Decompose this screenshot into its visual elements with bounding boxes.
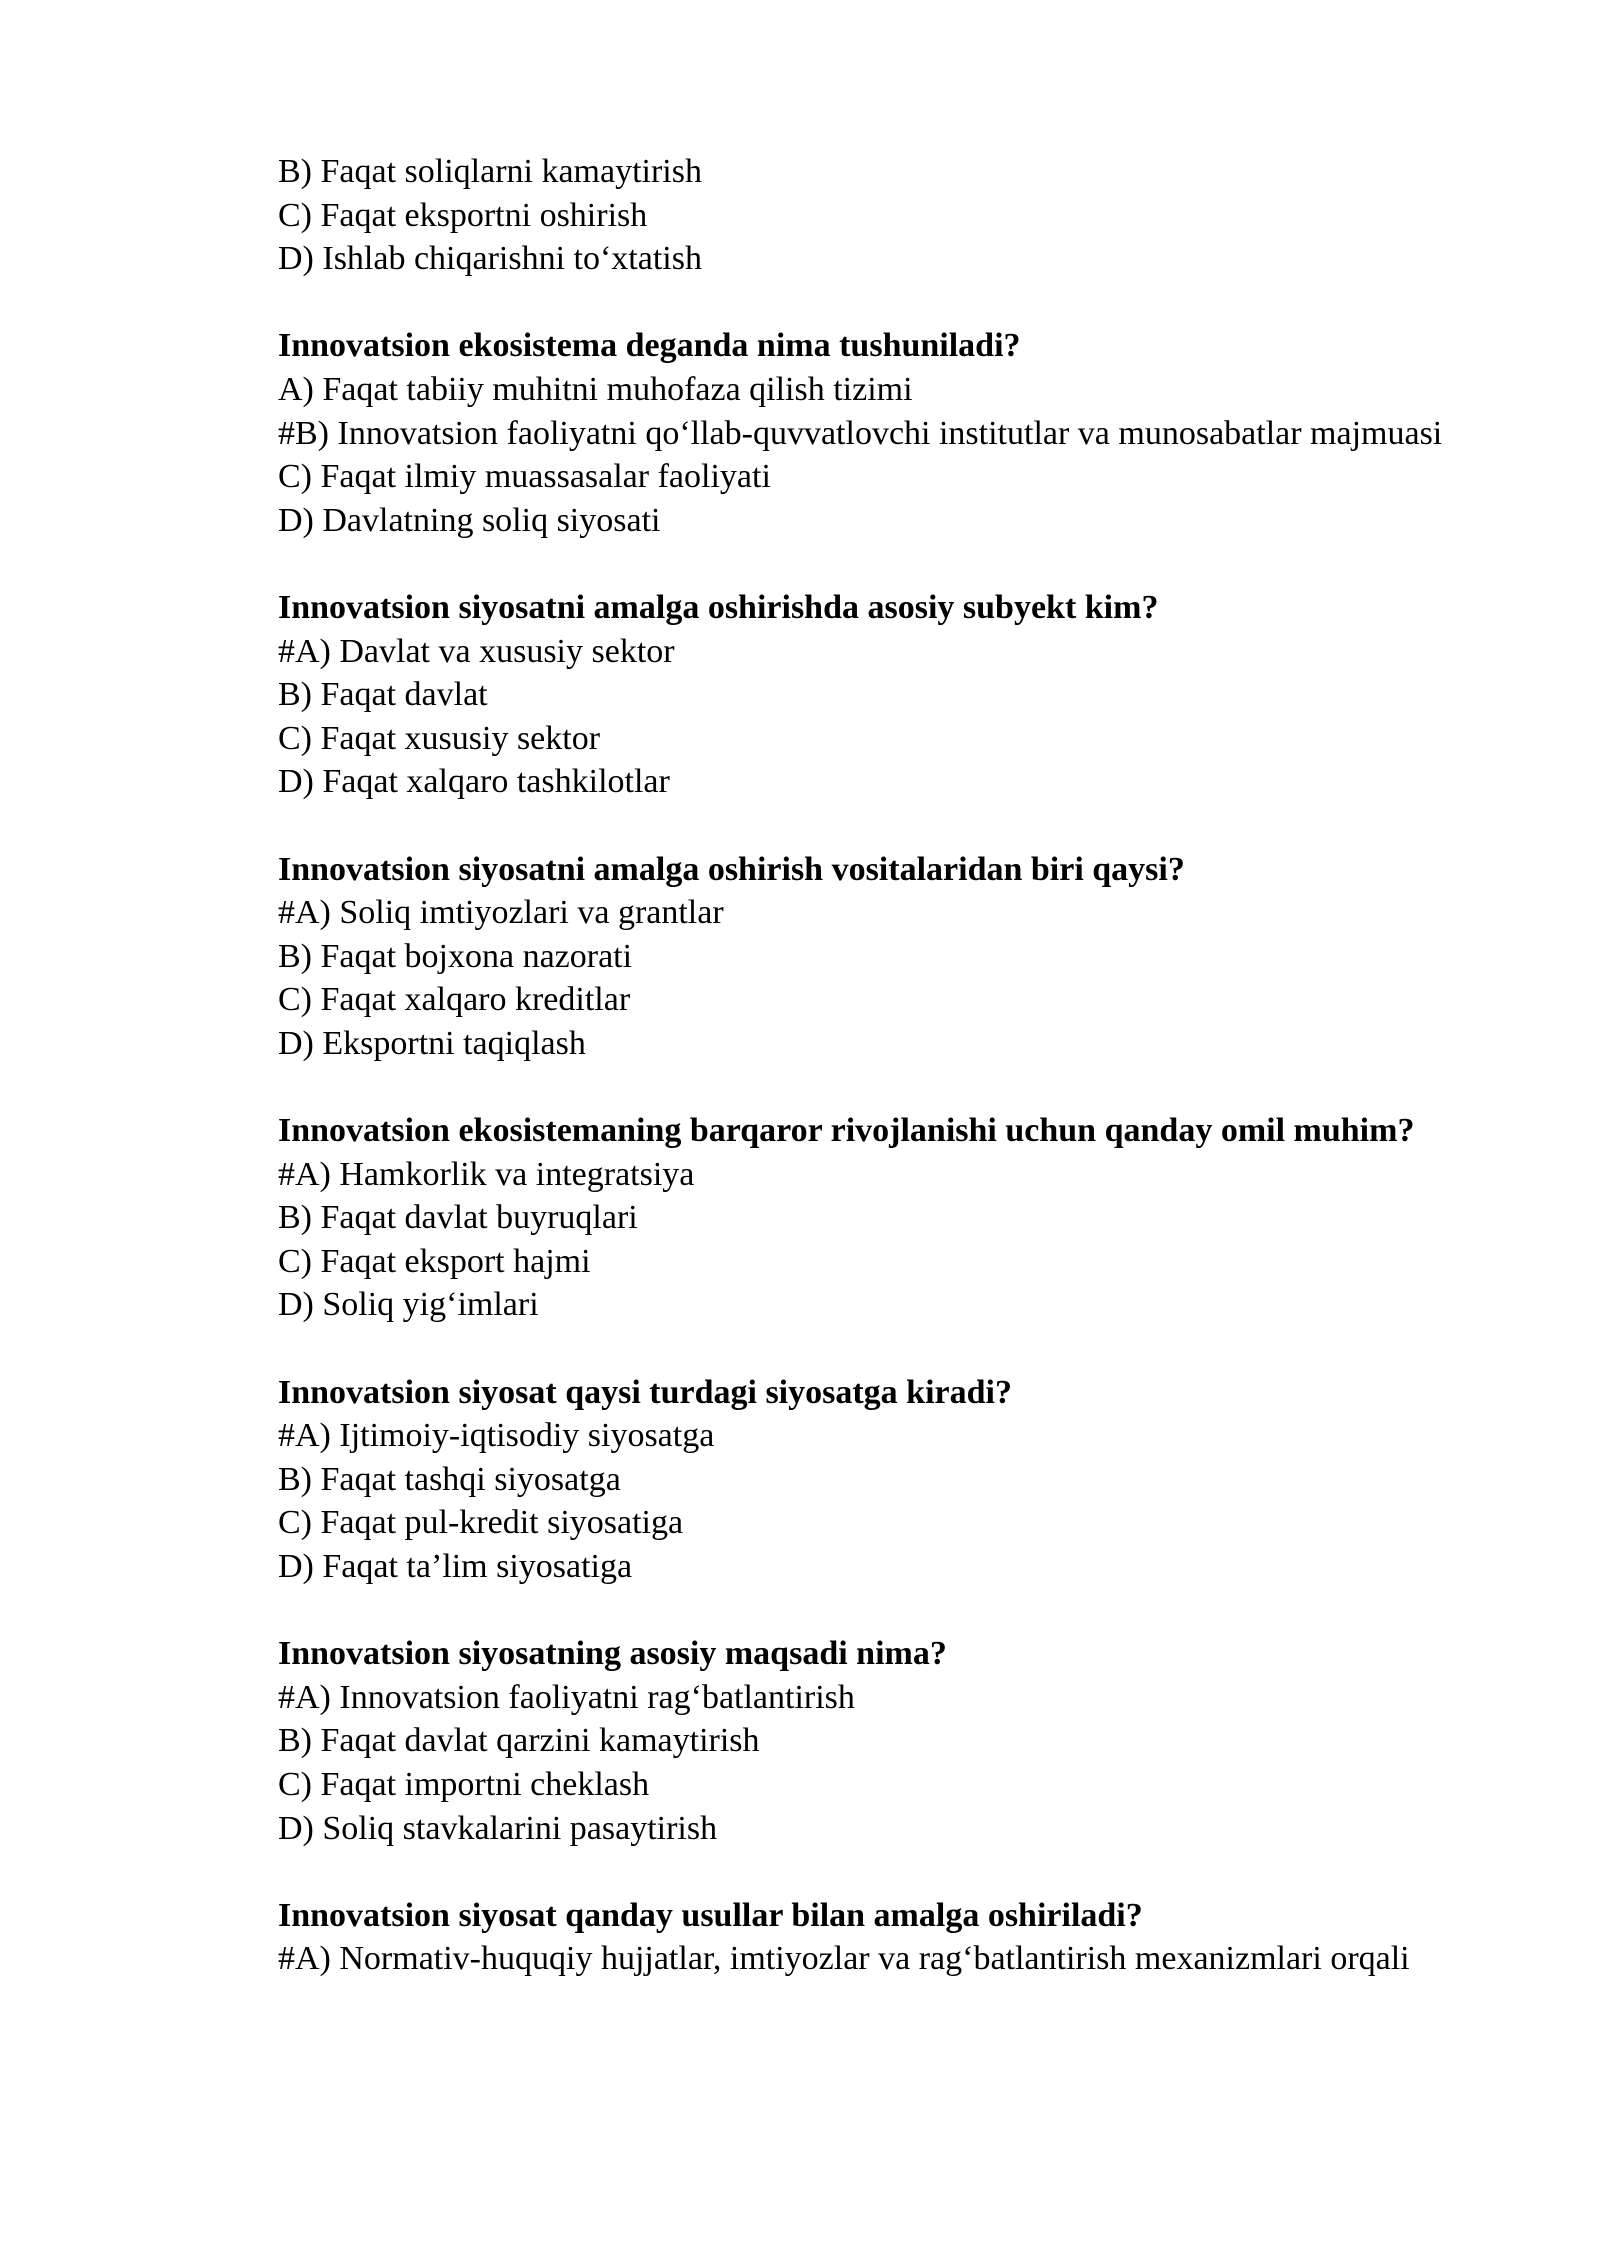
option-line: #A) Ijtimoiy-iqtisodiy siyosatga	[278, 1417, 715, 1455]
option-line: #A) Innovatsion faoliyatni rag‘batlantirish	[278, 1678, 855, 1716]
option-line: #A) Normativ-huquqiy hujjatlar, imtiyozlar va rag‘batlantirish mexanizmlari orqali	[278, 1940, 1410, 1978]
question-text: Innovatsion ekosistema deganda nima tushuniladi?	[278, 327, 1021, 365]
question-text: Innovatsion siyosatni amalga oshirishda asosiy subyekt kim?	[278, 588, 1159, 626]
option-line: D) Faqat xalqaro tashkilotlar	[278, 763, 670, 801]
option-line: #B) Innovatsion faoliyatni qo‘llab-quvvatlovchi institutlar va munosabatlar majmuasi	[278, 414, 1443, 452]
option-line: C) Faqat eksport hajmi	[278, 1242, 591, 1280]
option-line: #A) Davlat va xususiy sektor	[278, 632, 675, 670]
document-page	[278, 150, 1458, 1981]
continued-options	[278, 150, 1458, 281]
option-line: B) Faqat davlat buyruqlari	[278, 1199, 638, 1237]
option-line: C) Faqat xalqaro kreditlar	[278, 981, 631, 1019]
option-line: C) Faqat xususiy sektor	[278, 719, 601, 757]
option-line: D) Eksportni taqiqlash	[278, 1024, 586, 1062]
question-block	[278, 848, 1458, 1066]
option-line: A) Faqat tabiiy muhitni muhofaza qilish tizimi	[278, 370, 913, 408]
question-text: Innovatsion siyosat qaysi turdagi siyosatga kiradi?	[278, 1373, 1012, 1411]
option-line: B) Faqat davlat	[278, 676, 488, 714]
option-line: D) Davlatning soliq siyosati	[278, 501, 661, 539]
question-block	[278, 1371, 1458, 1589]
question-text: Innovatsion siyosatning asosiy maqsadi nima?	[278, 1635, 947, 1673]
option-line: D) Soliq yig‘imlari	[278, 1286, 539, 1324]
question-text: Innovatsion siyosatni amalga oshirish vositalaridan biri qaysi?	[278, 850, 1185, 888]
option-line: C) Faqat ilmiy muassasalar faoliyati	[278, 458, 771, 496]
question-block	[278, 1109, 1458, 1327]
option-line: B) Faqat davlat qarzini kamaytirish	[278, 1722, 760, 1760]
option-line: C) Faqat eksportni oshirish	[278, 196, 648, 234]
option-line: C) Faqat pul-kredit siyosatiga	[278, 1504, 684, 1542]
option-line: B) Faqat soliqlarni kamaytirish	[278, 153, 702, 190]
question-block	[278, 586, 1458, 804]
option-line: #A) Soliq imtiyozlari va grantlar	[278, 894, 724, 932]
option-line: B) Faqat bojxona nazorati	[278, 937, 633, 975]
option-line: #A) Hamkorlik va integratsiya	[278, 1155, 695, 1193]
option-line: B) Faqat tashqi siyosatga	[278, 1460, 621, 1498]
question-block	[278, 1894, 1458, 1981]
option-line: D) Faqat ta’lim siyosatiga	[278, 1548, 633, 1585]
option-line: D) Ishlab chiqarishni to‘xtatish	[278, 240, 702, 278]
question-text: Innovatsion siyosat qanday usullar bilan amalga oshiriladi?	[278, 1896, 1143, 1934]
question-text: Innovatsion ekosistemaning barqaror rivojlanishi uchun qanday omil muhim?	[278, 1112, 1415, 1150]
question-block	[278, 1632, 1458, 1850]
option-line: D) Soliq stavkalarini pasaytirish	[278, 1809, 718, 1847]
question-block	[278, 324, 1458, 542]
option-line: C) Faqat importni cheklash	[278, 1765, 650, 1803]
